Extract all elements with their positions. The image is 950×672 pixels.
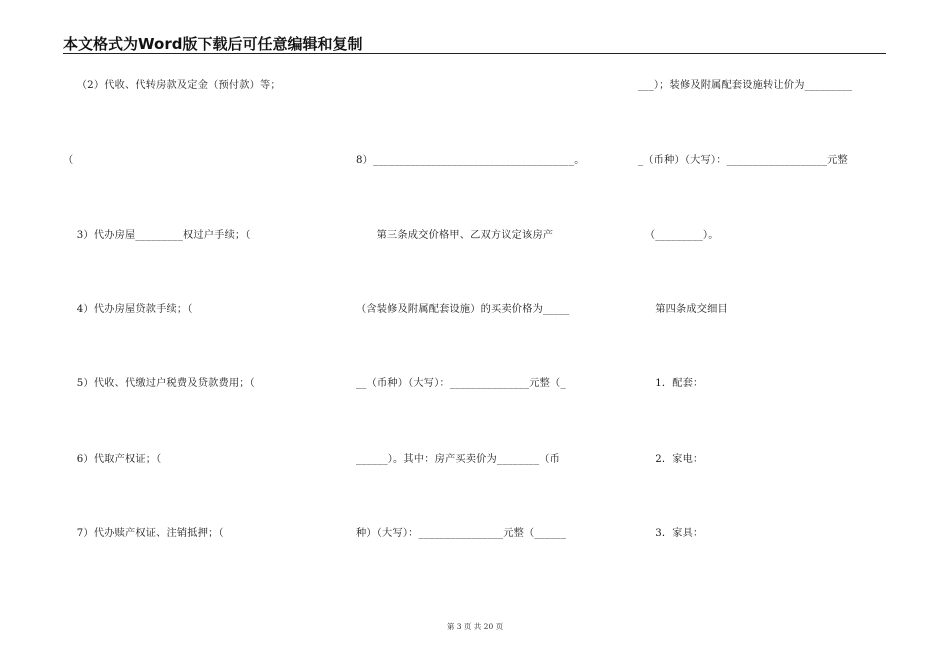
left-line-7: 7）代办赎产权证、注销抵押；（: [63, 528, 224, 539]
right-column: [638, 0, 888, 672]
left-line-1: （2）代收、代转房款及定金（预付款）等；: [63, 80, 281, 91]
document-header: 本文格式为Word版下载后可任意编辑和复制: [63, 35, 363, 53]
middle-line-7: 种）（大写）：________________元整（______: [356, 528, 567, 539]
right-line-1: ___）；装修及附属配套设施转让价为_________: [638, 80, 853, 91]
right-line-5: 1．配套：: [638, 378, 704, 389]
middle-line-3: 第三条成交价格甲、乙双方议定该房产: [356, 230, 554, 241]
left-line-6: 6）代取产权证；（: [63, 454, 162, 465]
middle-line-5: __（币种）（大写）：_______________元整（_: [356, 378, 566, 389]
left-line-4: 4）代办房屋贷款手续；（: [63, 304, 193, 315]
middle-line-6: ______）。其中：房产买卖价为________（币: [356, 454, 561, 465]
left-line-2: （: [63, 155, 74, 166]
middle-line-2: 8）______________________________________。: [356, 155, 585, 166]
left-line-3: 3）代办房屋_________权过户手续；（: [63, 230, 251, 241]
right-line-2: _（币种）（大写）：___________________元整: [638, 155, 848, 166]
right-line-6: 2．家电：: [638, 454, 704, 465]
middle-line-4: （含装修及附属配套设施）的买卖价格为_____: [356, 304, 570, 315]
right-line-4: 第四条成交细目: [638, 304, 728, 315]
middle-column: [356, 0, 626, 672]
right-line-3: （_________）。: [638, 230, 719, 241]
left-line-5: 5）代收、代缴过户税费及贷款费用；（: [63, 378, 255, 389]
right-line-7: 3．家具：: [638, 528, 704, 539]
left-column: [63, 0, 343, 672]
page-number: 第 3 页 共 20 页: [446, 622, 504, 631]
